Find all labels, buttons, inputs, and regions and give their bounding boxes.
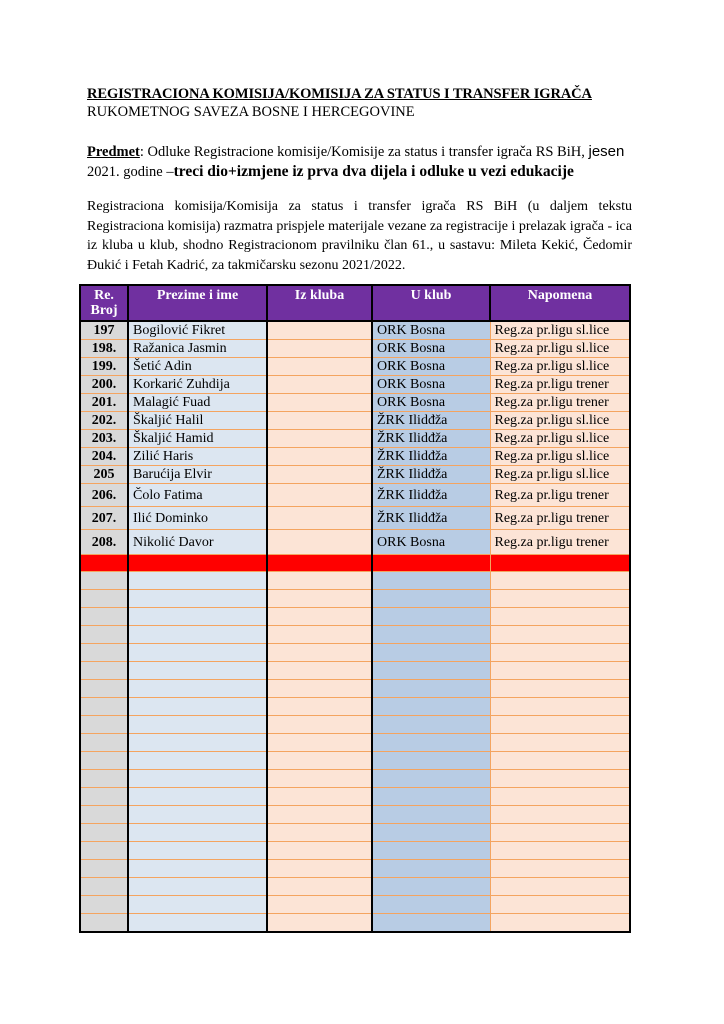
cell-note [490,590,630,608]
empty-table-row [80,752,630,770]
cell-name [128,806,267,824]
cell-note [490,626,630,644]
cell-note [490,716,630,734]
cell-from-club [267,507,372,530]
cell-note [490,860,630,878]
table-row [80,530,630,555]
subject-season: jesen [588,143,625,160]
cell-name [128,914,267,933]
cell-name [128,698,267,716]
subject-label: Predmet [87,144,140,160]
cell-note: Reg.za pr.ligu sl.lice [490,321,630,340]
cell-from-club [267,662,372,680]
cell-to-club: ORK Bosna [372,376,490,394]
cell-name [128,788,267,806]
cell-name [128,842,267,860]
cell-nr: 205 [80,466,128,484]
cell-nr: 203. [80,430,128,448]
empty-table-row [80,806,630,824]
cell-nr [80,806,128,824]
highlight-row [80,555,630,572]
empty-table-row [80,824,630,842]
empty-table-row [80,680,630,698]
cell-nr [80,680,128,698]
subject-year: 2021. godine – [87,164,174,180]
cell-from-club [267,698,372,716]
empty-table-row [80,572,630,590]
cell-note [490,698,630,716]
subject-text: : Odluke Registracione komisije/Komisije za status i transfer igrača RS BiH, [139,144,589,160]
cell-name [128,626,267,644]
cell-name [128,752,267,770]
cell-name [128,662,267,680]
cell-from-club [267,734,372,752]
empty-table-row [80,716,630,734]
cell-from-club [267,878,372,896]
cell-from-club [267,466,372,484]
cell-to-club: ORK Bosna [372,340,490,358]
cell-from-club [267,340,372,358]
cell-nr [80,860,128,878]
cell-note: Reg.za pr.ligu sl.lice [490,340,630,358]
cell-from-club [267,430,372,448]
cell-from-club [267,626,372,644]
subject-paragraph [87,142,632,182]
cell-note [490,878,630,896]
cell-note: Reg.za pr.ligu trener [490,394,630,412]
table-row [80,412,630,430]
cell-name [128,734,267,752]
cell-nr: 201. [80,394,128,412]
cell-note [490,555,630,572]
cell-note [490,734,630,752]
cell-from-club [267,806,372,824]
cell-to-club: ŽRK Ilidđža [372,507,490,530]
cell-note [490,896,630,914]
cell-note [490,752,630,770]
cell-name: Bogilović Fikret [128,321,267,340]
cell-to-club [372,914,490,933]
table-row [80,430,630,448]
empty-table-row [80,662,630,680]
empty-table-row [80,896,630,914]
cell-nr: 207. [80,507,128,530]
empty-table-row [80,788,630,806]
cell-from-club [267,788,372,806]
table-row [80,358,630,376]
cell-note: Reg.za pr.ligu sl.lice [490,448,630,466]
cell-to-club: ŽRK Ilidđža [372,430,490,448]
cell-nr: 206. [80,484,128,507]
cell-nr: 200. [80,376,128,394]
cell-name [128,680,267,698]
cell-note: Reg.za pr.ligu sl.lice [490,358,630,376]
cell-name [128,896,267,914]
document-title: REGISTRACIONA KOMISIJA/KOMISIJA ZA STATUS I TRANSFER IGRAČA [87,86,592,102]
cell-name: Nikolić Davor [128,530,267,555]
empty-table-row [80,734,630,752]
cell-nr: 199. [80,358,128,376]
header-from-club: Iz kluba [267,285,372,321]
cell-from-club [267,752,372,770]
cell-note [490,644,630,662]
table-row [80,376,630,394]
cell-to-club [372,842,490,860]
header-name: Prezime i ime [128,285,267,321]
cell-from-club [267,484,372,507]
empty-table-row [80,878,630,896]
cell-nr: 198. [80,340,128,358]
cell-to-club [372,878,490,896]
cell-from-club [267,376,372,394]
cell-to-club [372,770,490,788]
cell-to-club [372,716,490,734]
cell-note [490,788,630,806]
table-row [80,394,630,412]
cell-nr [80,914,128,933]
cell-nr [80,590,128,608]
cell-from-club [267,896,372,914]
cell-nr [80,788,128,806]
cell-note: Reg.za pr.ligu trener [490,376,630,394]
cell-nr [80,608,128,626]
cell-to-club: ORK Bosna [372,394,490,412]
empty-table-row [80,860,630,878]
cell-name: Škaljić Halil [128,412,267,430]
cell-note [490,824,630,842]
cell-note [490,572,630,590]
header-nr: Re. Broj [80,285,128,321]
cell-from-club [267,358,372,376]
table-row [80,484,630,507]
cell-nr [80,662,128,680]
cell-name: Zilić Haris [128,448,267,466]
intro-paragraph: Registraciona komisija/Komisija za status i transfer igrača RS BiH (u daljem tekstu Registraciona komisija) razmatra prispjele materijale vezane za registracije i prelazak igrača - ica iz kluba u klub, shodno Registracionom pravilniku član 61., u sastavu: Mileta Kekić, Čedomir Đukić i Fetah Kadrić, za takmičarsku sezonu 2021/2022. [87,199,632,273]
cell-name: Ražanica Jasmin [128,340,267,358]
cell-nr [80,555,128,572]
table-row [80,321,630,340]
cell-nr [80,824,128,842]
cell-to-club [372,590,490,608]
registration-table [79,284,631,933]
cell-to-club [372,698,490,716]
cell-name [128,824,267,842]
cell-note [490,842,630,860]
cell-to-club [372,626,490,644]
cell-nr [80,716,128,734]
cell-to-club: ŽRK Ilidđža [372,466,490,484]
cell-nr [80,734,128,752]
cell-note [490,806,630,824]
cell-from-club [267,321,372,340]
cell-name [128,860,267,878]
table-header-row [80,285,630,321]
cell-to-club [372,860,490,878]
empty-table-row [80,644,630,662]
cell-note [490,680,630,698]
cell-to-club [372,608,490,626]
subject-emphasis: treci dio+izmjene iz prva dva dijela i odluke u vezi edukacije [173,163,574,180]
header-to-club: U klub [372,285,490,321]
empty-table-row [80,626,630,644]
cell-name: Korkarić Zuhdija [128,376,267,394]
document-subtitle: RUKOMETNOG SAVEZA BOSNE I HERCEGOVINE [87,104,415,120]
cell-to-club [372,788,490,806]
cell-from-club [267,770,372,788]
table-row [80,448,630,466]
cell-note [490,770,630,788]
cell-note [490,608,630,626]
cell-name [128,770,267,788]
cell-nr [80,698,128,716]
cell-from-club [267,716,372,734]
cell-name: Malagić Fuad [128,394,267,412]
cell-nr [80,842,128,860]
cell-nr: 202. [80,412,128,430]
cell-to-club [372,896,490,914]
empty-table-row [80,842,630,860]
table-row [80,340,630,358]
cell-to-club [372,644,490,662]
table-row [80,507,630,530]
cell-nr [80,752,128,770]
empty-table-row [80,698,630,716]
cell-from-club [267,680,372,698]
cell-to-club [372,806,490,824]
cell-note: Reg.za pr.ligu trener [490,484,630,507]
cell-from-club [267,555,372,572]
cell-name: Čolo Fatima [128,484,267,507]
cell-from-club [267,608,372,626]
cell-to-club [372,752,490,770]
cell-to-club [372,572,490,590]
cell-name: Barućija Elvir [128,466,267,484]
cell-to-club: ORK Bosna [372,530,490,555]
cell-to-club: ŽRK Ilidđža [372,412,490,430]
cell-to-club: ŽRK Ilidđža [372,484,490,507]
cell-nr [80,878,128,896]
cell-nr [80,626,128,644]
cell-from-club [267,448,372,466]
cell-nr: 208. [80,530,128,555]
cell-nr: 197 [80,321,128,340]
empty-table-row [80,590,630,608]
cell-from-club [267,530,372,555]
cell-from-club [267,590,372,608]
cell-from-club [267,412,372,430]
cell-name [128,878,267,896]
cell-name [128,572,267,590]
cell-from-club [267,572,372,590]
cell-from-club [267,914,372,933]
cell-name [128,644,267,662]
cell-to-club: ŽRK Ilidđža [372,448,490,466]
cell-from-club [267,644,372,662]
cell-to-club [372,734,490,752]
cell-note: Reg.za pr.ligu sl.lice [490,466,630,484]
cell-from-club [267,860,372,878]
cell-name: Ilić Dominko [128,507,267,530]
cell-nr: 204. [80,448,128,466]
cell-to-club [372,662,490,680]
cell-from-club [267,394,372,412]
cell-name: Škaljić Hamid [128,430,267,448]
empty-table-row [80,608,630,626]
cell-note [490,662,630,680]
cell-to-club [372,824,490,842]
table-row [80,466,630,484]
cell-name [128,608,267,626]
cell-name [128,716,267,734]
empty-table-row [80,914,630,933]
cell-from-club [267,842,372,860]
cell-to-club: ORK Bosna [372,321,490,340]
cell-nr [80,644,128,662]
empty-table-row [80,770,630,788]
cell-from-club [267,824,372,842]
cell-name [128,555,267,572]
header-note: Napomena [490,285,630,321]
cell-to-club [372,555,490,572]
cell-nr [80,770,128,788]
cell-note: Reg.za pr.ligu trener [490,530,630,555]
cell-note: Reg.za pr.ligu trener [490,507,630,530]
cell-name: Šetić Adin [128,358,267,376]
cell-note: Reg.za pr.ligu sl.lice [490,430,630,448]
cell-nr [80,572,128,590]
cell-nr [80,896,128,914]
cell-to-club: ORK Bosna [372,358,490,376]
table-body [80,321,630,932]
cell-note: Reg.za pr.ligu sl.lice [490,412,630,430]
cell-note [490,914,630,933]
cell-to-club [372,680,490,698]
cell-name [128,590,267,608]
